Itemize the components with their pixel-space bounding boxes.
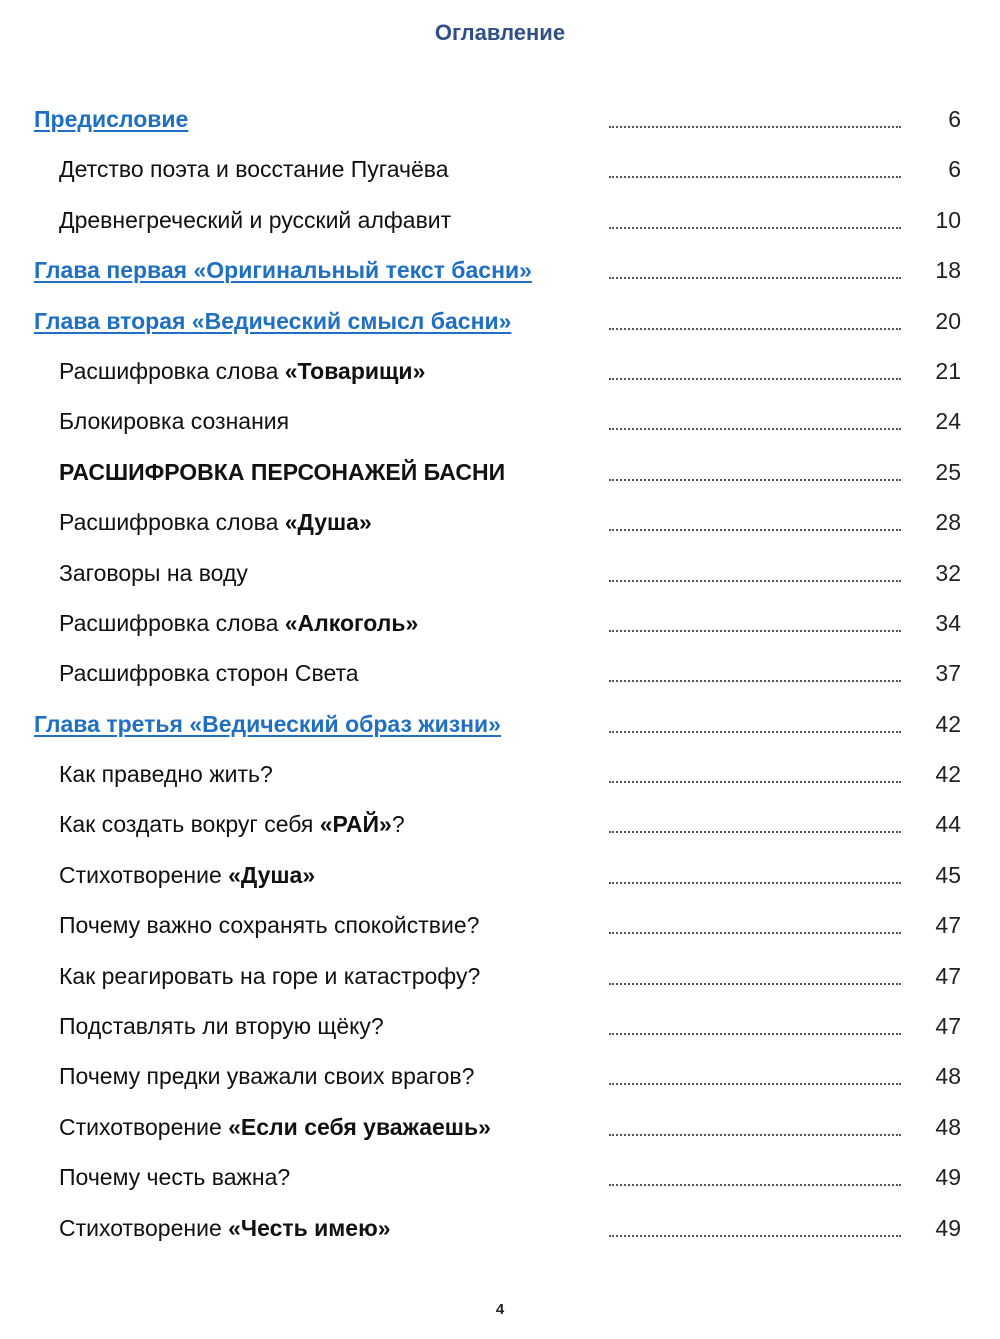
dot-leader [609,731,901,733]
table-of-contents [0,94,1000,1253]
dot-leader [609,1235,901,1237]
toc-page-number: 42 [935,710,961,737]
toc-page-number: 45 [935,861,961,888]
toc-entry-title [59,1203,391,1253]
toc-chapter-link[interactable] [34,296,511,346]
toc-row[interactable] [0,245,1000,295]
toc-page-number: 42 [935,761,961,788]
dot-leader [609,1033,901,1035]
toc-entry-title [59,1102,491,1152]
toc-title-part: «РАЙ» [319,811,392,838]
toc-entry-title [59,951,480,1001]
toc-page-number: 34 [935,609,961,636]
toc-row [0,497,1000,547]
toc-title-part: Почему важно сохранять спокойствие? [59,912,480,939]
toc-entry-title [59,396,289,446]
toc-entry-title [59,1051,474,1101]
toc-title-part: «Алкоголь» [284,609,419,636]
toc-title-part: Заговоры на воду [59,559,248,586]
dot-leader [609,831,901,833]
toc-page-number: 49 [935,1214,961,1241]
toc-entry-title [59,497,372,547]
dot-leader [609,983,901,985]
toc-title-part: «Душа» [284,509,372,536]
dot-leader [609,932,901,934]
dot-leader [609,479,901,481]
toc-row [0,1102,1000,1152]
toc-entry-title [59,1152,290,1202]
toc-entry-title [59,548,248,598]
toc-row [0,1152,1000,1202]
toc-page-number: 6 [948,156,961,183]
dot-leader [609,1134,901,1136]
toc-entry-title [59,144,449,194]
toc-title-part: «Если себя уважаешь» [228,1113,491,1140]
toc-row [0,1001,1000,1051]
toc-row [0,548,1000,598]
toc-row[interactable] [0,699,1000,749]
toc-title-part: Как реагировать на горе и катастрофу? [59,962,481,989]
toc-row [0,1203,1000,1253]
toc-entry-title [59,900,479,950]
toc-row [0,799,1000,849]
dot-leader [609,1184,901,1186]
page-title: Оглавление [434,20,566,45]
toc-entry-title [59,799,405,849]
toc-page-number: 48 [935,1063,961,1090]
toc-row[interactable] [0,94,1000,144]
toc-page-number: 28 [935,509,961,536]
toc-row [0,195,1000,245]
toc-title-part: Расшифровка слова [59,609,285,636]
dot-leader [609,529,901,531]
toc-row [0,144,1000,194]
toc-row [0,1051,1000,1101]
dot-leader [609,328,901,330]
dot-leader [609,277,901,279]
toc-row [0,396,1000,446]
toc-title-part: Подставлять ли вторую щёку? [59,1013,384,1040]
dot-leader [609,630,901,632]
toc-page-number: 18 [935,257,961,284]
dot-leader [609,378,901,380]
toc-entry-title [59,346,425,396]
dot-leader [609,428,901,430]
toc-page-number: 44 [935,811,961,838]
toc-page-number: 49 [935,1164,961,1191]
toc-title-part: Как праведно жить? [59,761,273,788]
toc-chapter-link[interactable] [34,94,188,144]
toc-page-number: 24 [935,408,961,435]
toc-page-number: 25 [935,458,961,485]
toc-title-part: Глава третья «Ведический образ жизни» [34,710,501,737]
toc-entry-title [59,1001,384,1051]
toc-title-part: Предисловие [34,106,189,132]
toc-page-number: 32 [935,559,961,586]
toc-title-part: Глава первая «Оригинальный текст басни» [34,257,532,284]
toc-entry-title [59,850,315,900]
toc-page-number: 48 [935,1113,961,1140]
toc-row [0,346,1000,396]
toc-title-part: Расшифровка слова [59,509,285,536]
toc-page-number: 37 [935,660,961,687]
toc-title-part: Расшифровка сторон Света [59,660,359,687]
toc-title-part: РАСШИФРОВКА ПЕРСОНАЖЕЙ БАСНИ [59,458,506,485]
toc-entry-title [59,195,451,245]
toc-title-part: «Товарищи» [284,357,426,384]
dot-leader [609,227,901,229]
toc-entry-title [59,648,359,698]
toc-row [0,598,1000,648]
toc-entry-title [59,749,273,799]
toc-row [0,447,1000,497]
toc-row [0,850,1000,900]
toc-page-number: 47 [935,962,961,989]
toc-title-part: Древнегреческий и русский алфавит [59,206,452,233]
toc-page-number: 6 [948,106,961,132]
footer-page-number: 4 [495,1301,505,1318]
dot-leader [609,1083,901,1085]
toc-page-number: 47 [935,912,961,939]
toc-title-part: Стихотворение [59,1214,229,1241]
toc-entry-title [59,598,418,648]
toc-page-number: 21 [935,357,961,384]
toc-title-part: Глава вторая «Ведический смысл басни» [34,307,512,334]
dot-leader [609,126,901,128]
dot-leader [609,882,901,884]
toc-title-part: «Честь имею» [228,1214,391,1241]
dot-leader [609,781,901,783]
toc-title-part: Стихотворение [59,1113,229,1140]
toc-row [0,749,1000,799]
toc-title-part: Блокировка сознания [59,408,290,435]
toc-title-part: Почему предки уважали своих врагов? [59,1063,475,1090]
toc-chapter-link[interactable] [34,245,532,295]
dot-leader [609,680,901,682]
dot-leader [609,580,901,582]
toc-row [0,951,1000,1001]
dot-leader [609,176,901,178]
toc-chapter-link[interactable] [34,699,501,749]
toc-title-part: ? [391,811,405,838]
toc-page-number: 10 [935,206,961,233]
toc-row [0,648,1000,698]
toc-title-part: Детство поэта и восстание Пугачёва [59,156,449,183]
toc-page-number: 20 [935,307,961,334]
toc-title-part: Расшифровка слова [59,357,285,384]
toc-row [0,900,1000,950]
toc-title-part: «Душа» [228,861,316,888]
toc-title-part: Как создать вокруг себя [59,811,320,838]
toc-title-part: Стихотворение [59,861,229,888]
toc-title-part: Почему честь важна? [59,1164,291,1191]
toc-row[interactable] [0,296,1000,346]
toc-page-number: 47 [935,1013,961,1040]
toc-entry-title [59,447,505,497]
